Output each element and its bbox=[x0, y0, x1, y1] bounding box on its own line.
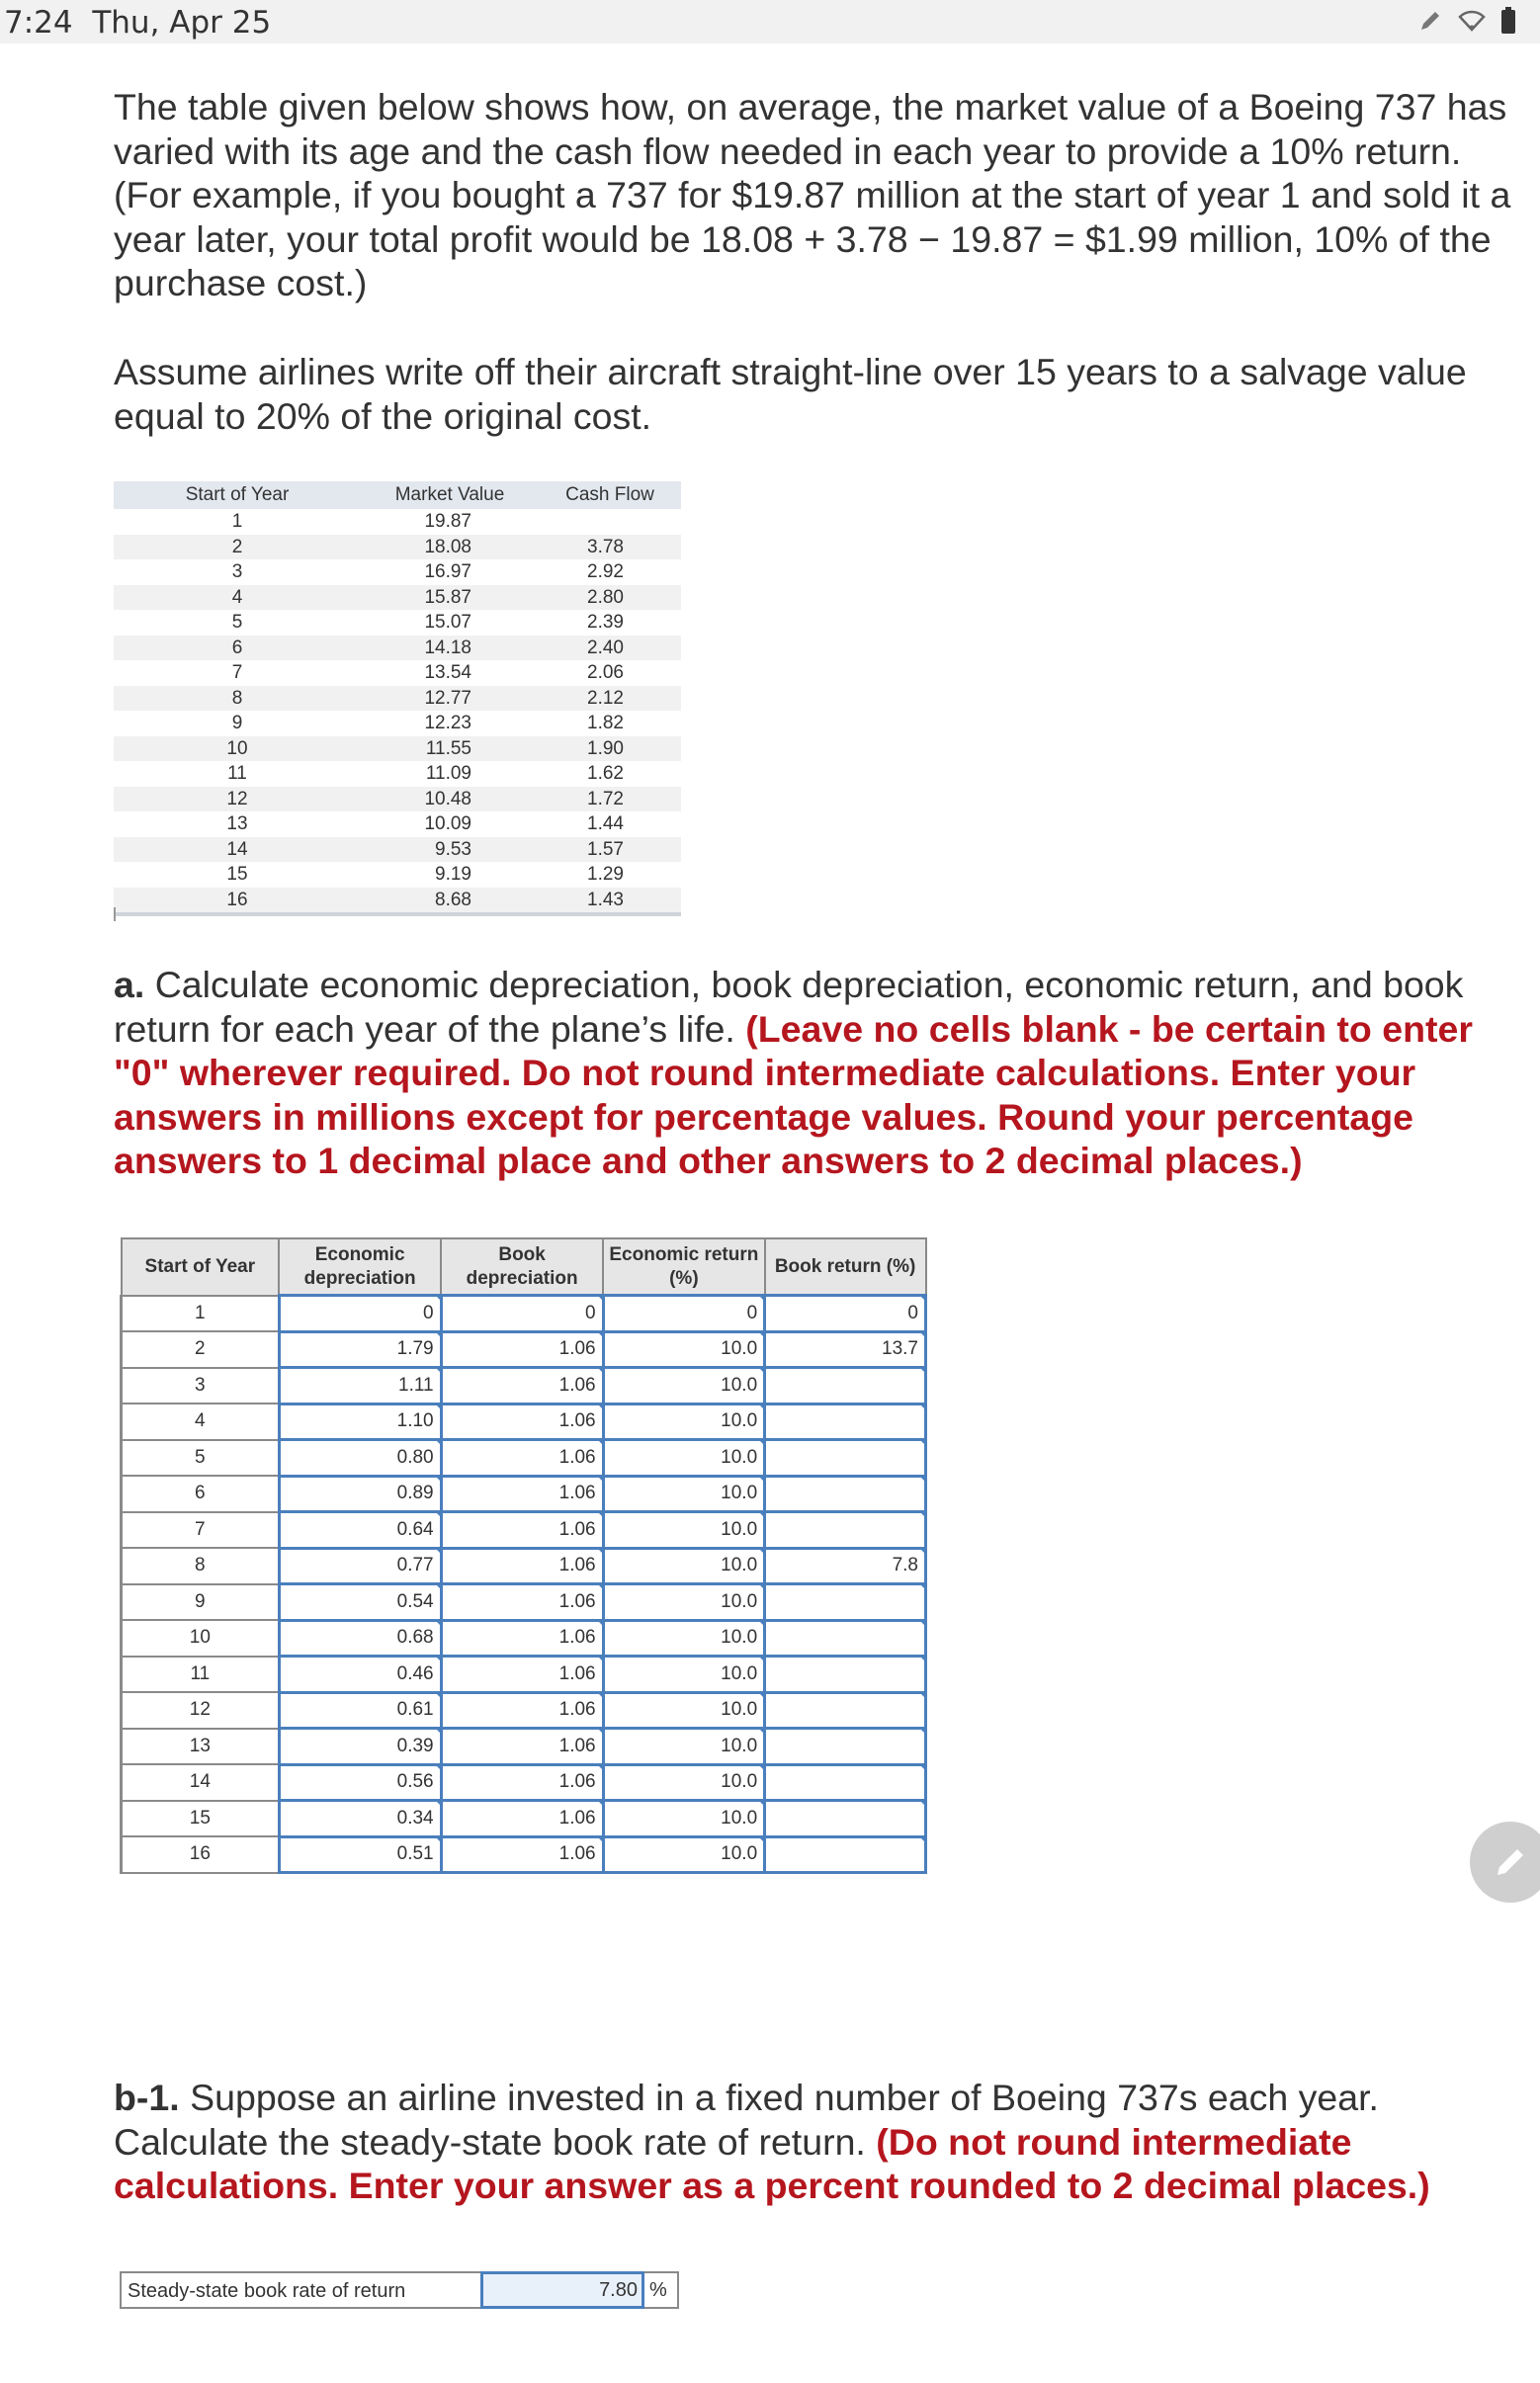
given-cell-cash-flow: 1.44 bbox=[587, 813, 624, 834]
given-cell-cash-flow: 1.82 bbox=[587, 713, 624, 733]
steady-state-input[interactable]: 7.80 bbox=[480, 2271, 644, 2309]
question-b1-text: Suppose an airline invested in a fixed number of Boeing 737s each year. Calculate the steady-state book rate of return. bbox=[114, 2077, 1379, 2163]
given-header-cash-flow: Cash Flow bbox=[539, 481, 681, 509]
answer-input-book-depreciation[interactable]: 1.06 bbox=[441, 1764, 603, 1801]
given-cell-cash-flow: 2.80 bbox=[539, 585, 681, 611]
answer-table-row bbox=[122, 1440, 926, 1477]
given-table-row bbox=[114, 585, 681, 611]
answer-header-book-depreciation: Book depreciation bbox=[441, 1238, 603, 1296]
answer-table-row bbox=[122, 1331, 926, 1368]
given-cell-cash-flow: 1.57 bbox=[539, 837, 681, 863]
answer-cell-year: 3 bbox=[122, 1368, 280, 1404]
wifi-icon bbox=[1457, 8, 1487, 34]
given-cell-cash-flow bbox=[539, 509, 681, 535]
given-cell-cash-flow: 2.92 bbox=[587, 561, 624, 582]
given-cell-cash-flow: 1.43 bbox=[539, 888, 681, 915]
answer-cell-year: 6 bbox=[122, 1476, 280, 1512]
pencil-icon bbox=[1492, 1843, 1529, 1881]
answer-input-economic-return[interactable]: 10.0 bbox=[603, 1584, 765, 1621]
table-scroll-edge bbox=[114, 907, 116, 921]
given-cell-cash-flow: 3.78 bbox=[539, 535, 681, 560]
answer-cell-year: 8 bbox=[122, 1548, 280, 1584]
given-cell-market-value: 12.23 bbox=[424, 713, 471, 733]
status-icons bbox=[1417, 6, 1516, 36]
given-table-row bbox=[114, 610, 681, 636]
answer-input-book-return[interactable] bbox=[765, 1836, 926, 1873]
given-cell-cash-flow: 1.29 bbox=[587, 864, 624, 885]
answer-input-book-return[interactable] bbox=[765, 1512, 926, 1549]
answer-input-book-depreciation[interactable]: 1.06 bbox=[441, 1657, 603, 1693]
answer-cell-year: 10 bbox=[122, 1620, 280, 1657]
answer-input-economic-return[interactable]: 10.0 bbox=[603, 1836, 765, 1873]
answer-input-economic-return[interactable]: 10.0 bbox=[603, 1440, 765, 1477]
question-a bbox=[114, 963, 1517, 1183]
edit-fab-button[interactable] bbox=[1470, 1822, 1540, 1903]
answer-header-year: Start of Year bbox=[122, 1238, 280, 1296]
answer-input-economic-depreciation[interactable]: 0.64 bbox=[279, 1512, 441, 1549]
given-cell-market-value: 14.18 bbox=[361, 636, 539, 661]
question-a-instruction: (Leave no cells blank - be certain to enter "0" wherever required. Do not round intermediate calculations. Enter your answers in millions except for percentage values. Round your percentage answers to 1 decimal place and other answers to 2 decimal places.) bbox=[114, 1007, 1473, 1181]
answer-table-row bbox=[122, 1548, 926, 1584]
given-table-row bbox=[114, 761, 681, 787]
given-cell-market-value: 12.77 bbox=[361, 686, 539, 712]
given-cell-year: 8 bbox=[114, 686, 361, 712]
given-cell-market-value: 16.97 bbox=[424, 561, 471, 582]
answer-table-row bbox=[122, 1404, 926, 1440]
answer-input-economic-depreciation[interactable]: 0.34 bbox=[279, 1801, 441, 1837]
answer-input-economic-return[interactable]: 10.0 bbox=[603, 1801, 765, 1837]
given-cell-market-value: 19.87 bbox=[424, 511, 471, 532]
answer-input-book-return[interactable] bbox=[765, 1404, 926, 1440]
answer-input-economic-return[interactable]: 10.0 bbox=[603, 1331, 765, 1368]
given-header-year: Start of Year bbox=[114, 481, 361, 509]
answer-table-row bbox=[122, 1801, 926, 1837]
given-table-row bbox=[114, 811, 681, 837]
answer-table-row bbox=[122, 1729, 926, 1765]
given-table-row bbox=[114, 862, 681, 888]
answer-cell-year: 1 bbox=[122, 1296, 280, 1332]
answer-input-book-return[interactable] bbox=[765, 1657, 926, 1693]
question-a-label: a. bbox=[114, 964, 145, 1005]
given-table-row bbox=[114, 787, 681, 812]
answer-table-row bbox=[122, 1657, 926, 1693]
answer-table-row bbox=[122, 1692, 926, 1729]
given-cell-cash-flow: 1.90 bbox=[539, 736, 681, 762]
given-table-row bbox=[114, 711, 681, 736]
given-cell-year: 10 bbox=[114, 736, 361, 762]
given-table-row bbox=[114, 736, 681, 762]
answer-cell-year: 11 bbox=[122, 1657, 280, 1693]
answer-input-book-depreciation[interactable]: 0 bbox=[441, 1296, 603, 1332]
answer-input-book-return[interactable] bbox=[765, 1584, 926, 1621]
given-table-row bbox=[114, 636, 681, 661]
answer-input-economic-depreciation[interactable]: 0.56 bbox=[279, 1764, 441, 1801]
answer-input-economic-depreciation[interactable]: 0.54 bbox=[279, 1584, 441, 1621]
question-a-text: Calculate economic depreciation, book depreciation, economic return, and book return for each year of the plane’s life. bbox=[114, 964, 1464, 1050]
answer-input-economic-return[interactable]: 10.0 bbox=[603, 1729, 765, 1765]
answer-cell-year: 13 bbox=[122, 1729, 280, 1765]
answer-input-book-return[interactable] bbox=[765, 1692, 926, 1729]
answer-input-book-return[interactable] bbox=[765, 1729, 926, 1765]
given-cell-year: 3 bbox=[231, 561, 243, 582]
answer-input-economic-depreciation[interactable]: 0.46 bbox=[279, 1657, 441, 1693]
answer-input-economic-depreciation[interactable]: 0.68 bbox=[279, 1620, 441, 1657]
answer-input-book-return[interactable] bbox=[765, 1620, 926, 1657]
given-cell-year: 13 bbox=[226, 813, 248, 834]
given-cell-cash-flow: 1.72 bbox=[539, 787, 681, 812]
given-cell-year: 14 bbox=[114, 837, 361, 863]
given-table-row bbox=[114, 837, 681, 863]
answer-input-economic-depreciation[interactable]: 1.11 bbox=[279, 1368, 441, 1404]
given-table-row bbox=[114, 660, 681, 686]
intro-paragraph: The table given below shows how, on average, the market value of a Boeing 737 has varied with its age and the cash flow needed in each year to provide a 10% return. (For example, if you bought a 737 for $19.87 million at the start of year 1 and sold it a year later, your total profit would be 18.08 + 3.78 − 19.87 = $1.99 million, 10% of the purchase cost.) bbox=[114, 86, 1511, 303]
answer-input-book-return[interactable] bbox=[765, 1440, 926, 1477]
question-b1 bbox=[114, 2076, 1517, 2208]
answer-cell-year: 14 bbox=[122, 1764, 280, 1801]
pen-icon bbox=[1417, 8, 1443, 34]
given-cell-market-value: 15.87 bbox=[361, 585, 539, 611]
answer-input-economic-depreciation[interactable]: 0.89 bbox=[279, 1476, 441, 1512]
answer-header-economic-return: Economic return (%) bbox=[603, 1238, 765, 1296]
answer-input-economic-depreciation[interactable]: 1.79 bbox=[279, 1331, 441, 1368]
answer-input-book-depreciation[interactable]: 1.06 bbox=[441, 1331, 603, 1368]
answer-input-book-return[interactable] bbox=[765, 1764, 926, 1801]
answer-cell-year: 12 bbox=[122, 1692, 280, 1729]
given-data-table bbox=[114, 481, 681, 916]
assumption-paragraph: Assume airlines write off their aircraft straight-line over 15 years to a salvage value equal to 20% of the original cost. bbox=[114, 351, 1467, 437]
answer-cell-year: 4 bbox=[122, 1404, 280, 1440]
given-cell-year: 15 bbox=[226, 864, 248, 885]
answer-cell-year: 15 bbox=[122, 1801, 280, 1837]
answer-input-book-depreciation[interactable]: 1.06 bbox=[441, 1548, 603, 1584]
answer-input-book-return[interactable]: 7.8 bbox=[765, 1548, 926, 1584]
status-time-date: 7:24 Thu, Apr 25 bbox=[4, 5, 272, 41]
given-cell-cash-flow: 1.62 bbox=[587, 763, 624, 784]
answer-input-economic-return[interactable]: 10.0 bbox=[603, 1692, 765, 1729]
answer-table-row bbox=[122, 1476, 926, 1512]
given-table-row bbox=[114, 509, 681, 535]
answer-cell-year: 2 bbox=[122, 1331, 280, 1368]
answer-input-economic-depreciation[interactable]: 1.10 bbox=[279, 1404, 441, 1440]
answer-input-economic-return[interactable]: 10.0 bbox=[603, 1404, 765, 1440]
given-cell-market-value: 13.54 bbox=[424, 662, 471, 683]
steady-state-unit: % bbox=[644, 2271, 679, 2309]
answer-input-economic-return[interactable]: 10.0 bbox=[603, 1620, 765, 1657]
answer-table-row bbox=[122, 1368, 926, 1404]
given-cell-cash-flow: 2.39 bbox=[587, 612, 624, 633]
answer-cell-year: 9 bbox=[122, 1584, 280, 1621]
status-bar bbox=[0, 0, 1540, 43]
given-cell-year: 1 bbox=[231, 511, 243, 532]
answer-input-book-depreciation[interactable]: 1.06 bbox=[441, 1512, 603, 1549]
answer-input-book-depreciation[interactable]: 1.06 bbox=[441, 1440, 603, 1477]
answer-input-book-depreciation[interactable]: 1.06 bbox=[441, 1729, 603, 1765]
answer-input-economic-return[interactable]: 10.0 bbox=[603, 1657, 765, 1693]
answer-cell-year: 5 bbox=[122, 1440, 280, 1477]
answer-table-row bbox=[122, 1764, 926, 1801]
given-cell-year: 12 bbox=[114, 787, 361, 812]
answer-input-economic-return[interactable]: 0 bbox=[603, 1296, 765, 1332]
given-cell-market-value: 11.55 bbox=[361, 736, 539, 762]
answer-input-book-return[interactable]: 0 bbox=[765, 1296, 926, 1332]
given-cell-year: 5 bbox=[231, 612, 243, 633]
answer-table-row bbox=[122, 1512, 926, 1549]
given-cell-market-value: 15.07 bbox=[424, 612, 471, 633]
answer-header-economic-depreciation: Economic depreciation bbox=[279, 1238, 441, 1296]
given-table-row bbox=[114, 535, 681, 560]
given-cell-year: 4 bbox=[114, 585, 361, 611]
given-cell-market-value: 11.09 bbox=[425, 763, 471, 784]
answer-table-row bbox=[122, 1584, 926, 1621]
answer-input-book-depreciation[interactable]: 1.06 bbox=[441, 1836, 603, 1873]
answer-table-row bbox=[122, 1836, 926, 1873]
given-cell-market-value: 8.68 bbox=[361, 888, 539, 915]
answer-input-economic-return[interactable]: 10.0 bbox=[603, 1764, 765, 1801]
given-table-row bbox=[114, 686, 681, 712]
given-cell-year: 6 bbox=[114, 636, 361, 661]
question-b1-instruction: (Do not round intermediate calculations. Enter your answer as a percent rounded to 2 decimal places.) bbox=[114, 2120, 1430, 2206]
given-table-row bbox=[114, 559, 681, 585]
answer-input-book-depreciation[interactable]: 1.06 bbox=[441, 1584, 603, 1621]
answer-input-economic-return[interactable]: 10.0 bbox=[603, 1548, 765, 1584]
answer-input-book-return[interactable] bbox=[765, 1368, 926, 1404]
answer-input-book-depreciation[interactable]: 1.06 bbox=[441, 1801, 603, 1837]
answer-input-book-return[interactable] bbox=[765, 1476, 926, 1512]
question-b1-label: b-1. bbox=[114, 2077, 180, 2118]
answer-cell-year: 7 bbox=[122, 1512, 280, 1549]
given-cell-market-value: 10.48 bbox=[361, 787, 539, 812]
answer-input-economic-return[interactable]: 10.0 bbox=[603, 1476, 765, 1512]
given-header-market-value: Market Value bbox=[361, 481, 539, 509]
answer-table bbox=[120, 1237, 927, 1874]
answer-table-row bbox=[122, 1296, 926, 1332]
battery-icon bbox=[1500, 7, 1516, 35]
given-cell-cash-flow: 2.40 bbox=[539, 636, 681, 661]
answer-input-economic-depreciation[interactable]: 0.61 bbox=[279, 1692, 441, 1729]
given-table-row bbox=[114, 888, 681, 915]
given-cell-year: 9 bbox=[231, 713, 243, 733]
given-cell-year: 16 bbox=[114, 888, 361, 915]
given-cell-cash-flow: 2.12 bbox=[539, 686, 681, 712]
answer-input-book-depreciation[interactable]: 1.06 bbox=[441, 1368, 603, 1404]
answer-input-book-depreciation[interactable]: 1.06 bbox=[441, 1620, 603, 1657]
answer-input-economic-depreciation[interactable]: 0.39 bbox=[279, 1729, 441, 1765]
steady-state-label: Steady-state book rate of return bbox=[120, 2271, 480, 2309]
answer-table-row bbox=[122, 1620, 926, 1657]
steady-state-row bbox=[120, 2271, 679, 2309]
answer-input-economic-return[interactable]: 10.0 bbox=[603, 1368, 765, 1404]
answer-input-economic-depreciation[interactable]: 0 bbox=[279, 1296, 441, 1332]
answer-input-economic-depreciation[interactable]: 0.51 bbox=[279, 1836, 441, 1873]
answer-header-book-return: Book return (%) bbox=[765, 1238, 926, 1296]
answer-input-economic-depreciation[interactable]: 0.80 bbox=[279, 1440, 441, 1477]
given-cell-cash-flow: 2.06 bbox=[587, 662, 624, 683]
given-cell-year: 7 bbox=[231, 662, 243, 683]
answer-input-book-return[interactable] bbox=[765, 1801, 926, 1837]
given-cell-year: 11 bbox=[227, 763, 247, 784]
given-cell-market-value: 9.19 bbox=[435, 864, 471, 885]
answer-input-book-depreciation[interactable]: 1.06 bbox=[441, 1404, 603, 1440]
answer-input-economic-return[interactable]: 10.0 bbox=[603, 1512, 765, 1549]
answer-cell-year: 16 bbox=[122, 1836, 280, 1873]
answer-input-book-depreciation[interactable]: 1.06 bbox=[441, 1476, 603, 1512]
given-cell-market-value: 10.09 bbox=[424, 813, 471, 834]
given-cell-market-value: 18.08 bbox=[361, 535, 539, 560]
answer-input-book-depreciation[interactable]: 1.06 bbox=[441, 1692, 603, 1729]
given-cell-year: 2 bbox=[114, 535, 361, 560]
answer-input-book-return[interactable]: 13.7 bbox=[765, 1331, 926, 1368]
given-cell-market-value: 9.53 bbox=[361, 837, 539, 863]
answer-input-economic-depreciation[interactable]: 0.77 bbox=[279, 1548, 441, 1584]
